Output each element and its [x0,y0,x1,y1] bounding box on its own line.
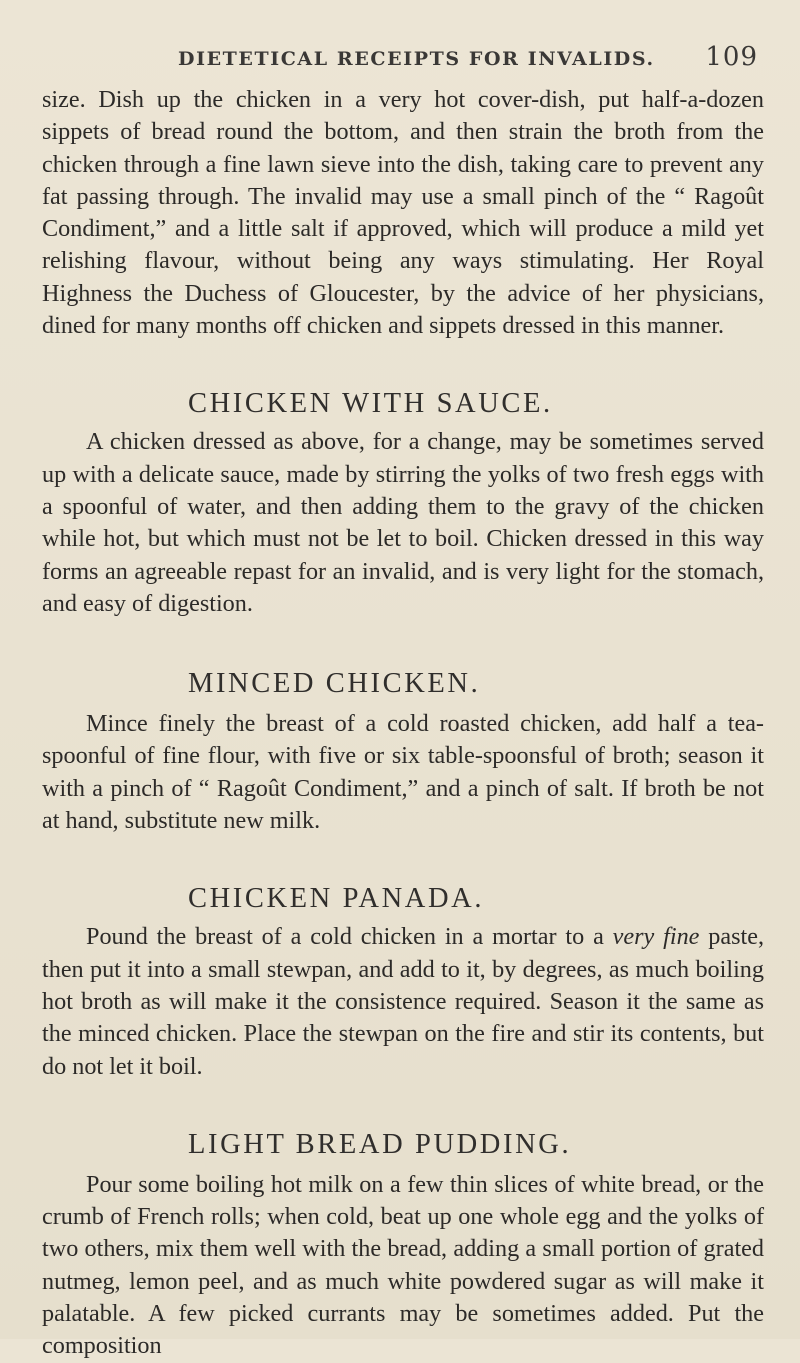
section-heading-minced-chicken: MINCED CHICKEN. [188,668,481,700]
section-heading-chicken-panada: CHICKEN PANADA. [188,883,485,915]
page-number: 109 [705,42,758,72]
continued-paragraph: size. Dish up the chicken in a very hot cover-dish, put half-a-dozen sippets of bread round the bottom, and then strain the broth from the chicken through a fine lawn sieve into the dish, taking care to prevent any fat passing through. The invalid may use a small pinch of the “ Ragoût Condiment,” and a little salt if approved, which will produce a mild yet relishing flavour, without being any ways stimulating. Her Royal Highness the Duchess of Gloucester, by the advice of her physicians, dined for many months off chicken and sippets dressed in this manner. [42,86,764,340]
body-text [42,84,764,1363]
paragraph-minced-chicken: Mince finely the breast of a cold roasted chicken, add half a tea-spoonful of fine flour, with five or six table-spoonsful of broth; season it with a pinch of “ Ragoût Condiment,” and a pinch of salt. If broth be not at hand, substitute new milk. [42,710,764,835]
panada-emphasis: very fine [612,923,700,951]
section-heading-light-bread-pudding: LIGHT BREAD PUDDING. [188,1128,572,1160]
running-head [178,42,758,72]
paragraph-chicken-with-sauce: A chicken dressed as above, for a change, may be sometimes served up with a delicate sauce, made by stirring the yolks of two fresh eggs with a spoonful of water, and then adding them to the gravy of the chicken while hot, but which must not be let to boil. Chicken dressed in this way forms an agreeable repast for an invalid, and is very light for the stomach, and easy of digestion. [42,428,764,617]
panada-text-end: paste, then put it into a small stewpan, and add to it, by degrees, as much boiling hot broth as will make it the consistence required. Season it the same as the minced chicken. Place the stewpan on the fire and stir its contents, but do not let it boil. [42,923,765,1080]
panada-text-start: Pound the breast of a cold chicken in a mortar to a [86,923,613,951]
paragraph-light-bread-pudding: Pour some boiling hot milk on a few thin slices of white bread, or the crumb of French rolls; when cold, beat up one whole egg and the yolks of two others, mix them well with the bread, adding a small portion of grated nutmeg, lemon peel, and as much white powdered sugar as will make it palatable. A few picked currants may be sometimes added. Put the composition [42,1170,764,1360]
running-title: DIETETICAL RECEIPTS FOR INVALIDS. [178,48,655,70]
paragraph-chicken-panada [42,921,764,1082]
section-heading-chicken-with-sauce: CHICKEN WITH SAUCE. [188,388,553,420]
